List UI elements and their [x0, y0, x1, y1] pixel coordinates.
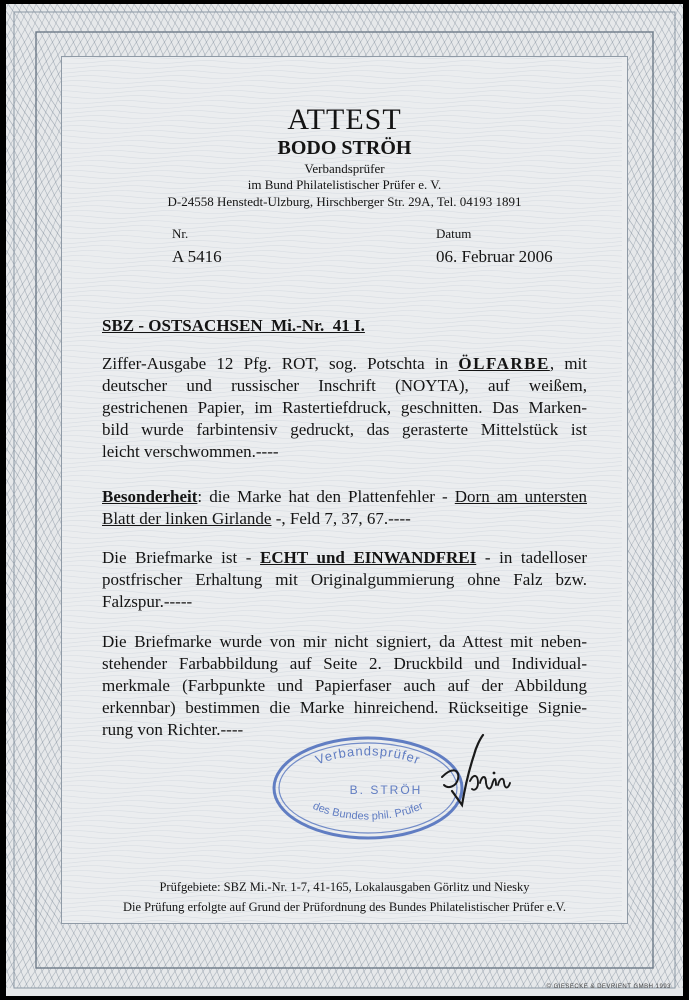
- besonderheit-label: Besonderheit: [102, 487, 198, 506]
- date-label: Datum: [436, 226, 472, 241]
- examiner-role: Verbandsprüfer: [304, 161, 385, 176]
- verdict-line: Falzspur.-----: [102, 592, 193, 611]
- nr-value: A 5416: [172, 247, 222, 266]
- note-line: Die Briefmarke wurde von mir nicht signiert, da Attest mit neben-: [102, 632, 587, 651]
- description-line: bild wurde farbintensiv gedruckt, das gerasterte Mittelstück ist: [102, 420, 587, 439]
- description-paragraph: [102, 353, 587, 463]
- note-line: merkmale (Farbpunkte und Papierfaser auch auf der Abbildung: [102, 676, 587, 695]
- examiner-association: im Bund Philatelistischer Prüfer e. V.: [247, 177, 442, 192]
- printer-imprint: © GIESECKE & DEVRIENT GMBH 1993: [546, 984, 671, 990]
- oelfarbe-emphasis: ÖLFARBE: [458, 354, 550, 373]
- verdict-line: postfrischer Erhaltung mit Originalgummierung ohne Falz bzw.: [102, 570, 587, 589]
- examiner-name: BODO STRÖH: [277, 137, 412, 159]
- date-value: 06. Februar 2006: [436, 247, 553, 266]
- note-line: rung von Richter.----: [102, 720, 244, 739]
- special-feature-paragraph: [102, 486, 587, 530]
- description-line: leicht verschwommen.----: [102, 442, 279, 461]
- description-line: deutscher und russischer Inschrift (NOYTA), auf weißem,: [102, 376, 587, 395]
- feature-line: Besonderheit: die Marke hat den Plattenfehler - Dorn am untersten: [102, 487, 587, 506]
- examination-areas: Prüfgebiete: SBZ Mi.-Nr. 1-7, 41-165, Lokalausgaben Görlitz und Niesky: [159, 880, 530, 894]
- note-line: erkennbar) bestimmen die Marke hinreichend. Rückseitige Signie-: [102, 698, 587, 717]
- subject-line: SBZ - OSTSACHSEN Mi.-Nr. 41 I.: [102, 316, 365, 335]
- stamp-bottom-text: des Bundes phil. Prüfer: [310, 799, 426, 823]
- certificate-panel: [62, 57, 627, 923]
- verdict-paragraph: [102, 547, 587, 613]
- verdict-line: Die Briefmarke ist - ECHT und EINWANDFREI - in tadelloser: [102, 548, 588, 567]
- signature-note-paragraph: [102, 631, 587, 741]
- stamp-middle-text: B. STRÖH: [349, 783, 423, 797]
- feature-line: Blatt der linken Girlande -, Feld 7, 37, 67.----: [102, 509, 411, 528]
- stamp-top-text: Verbandsprüfer: [313, 743, 423, 768]
- note-line: stehender Farbabbildung auf Seite 2. Druckbild und Individual-: [102, 654, 587, 673]
- description-line: gestrichenen Papier, im Rastertiefdruck, geschnitten. Das Marken-: [102, 398, 587, 417]
- echt-verdict: ECHT und EINWANDFREI: [260, 548, 477, 567]
- certificate-page: [6, 4, 683, 996]
- examiner-signature: [434, 733, 524, 813]
- examination-rules: Die Prüfung erfolgte auf Grund der Prüfordnung des Bundes Philatelistischer Prüfer e.V.: [122, 900, 567, 914]
- description-line: Ziffer-Ausgabe 12 Pfg. ROT, sog. Potschta in ÖLFARBE, mit: [102, 354, 587, 373]
- certificate-title: ATTEST: [287, 103, 402, 136]
- examiner-address: D-24558 Henstedt-Ulzburg, Hirschberger Str. 29A, Tel. 04193 1891: [167, 194, 522, 209]
- svg-text:des Bundes phil. Prüfer: [311, 800, 425, 823]
- nr-label: Nr.: [172, 226, 189, 241]
